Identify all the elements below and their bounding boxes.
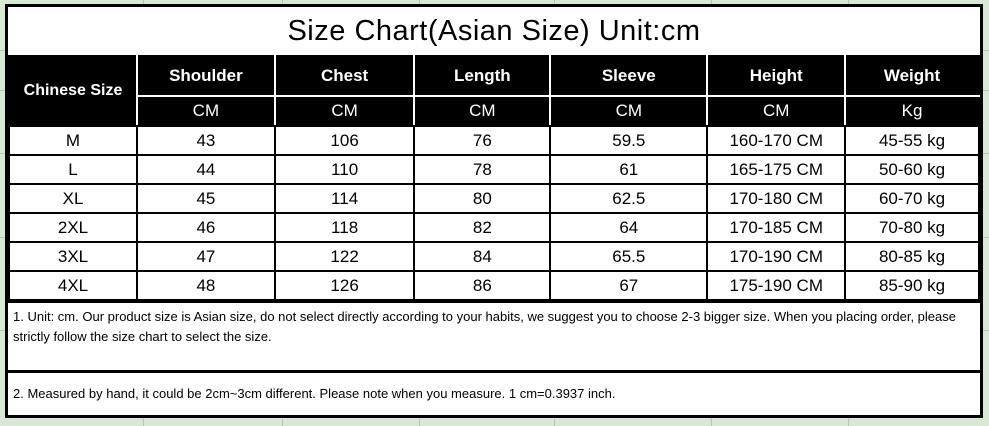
note-2-text: 2. Measured by hand, it could be 2cm~3cm different. Please note when you measure. 1 cm=0.3937 inch.	[13, 386, 616, 401]
cell: 50-60 kg	[845, 155, 979, 184]
table-row-3xl	[9, 242, 979, 271]
cell: 175-190 CM	[707, 271, 845, 300]
cell: XL	[9, 184, 137, 213]
cell: 47	[137, 242, 275, 271]
table-row-l	[9, 155, 979, 184]
table-row-2xl	[9, 213, 979, 242]
unit-length: CM	[414, 96, 550, 126]
unit-chest: CM	[275, 96, 415, 126]
header-chinese-size: Chinese Size	[9, 56, 137, 126]
cell: 44	[137, 155, 275, 184]
cell: L	[9, 155, 137, 184]
cell: 60-70 kg	[845, 184, 979, 213]
cell: 118	[275, 213, 415, 242]
table-header	[9, 56, 979, 126]
cell: 59.5	[550, 126, 707, 155]
cell: 76	[414, 126, 550, 155]
cell: 170-185 CM	[707, 213, 845, 242]
cell: 64	[550, 213, 707, 242]
cell: 80	[414, 184, 550, 213]
header-length: Length	[414, 56, 550, 96]
header-names-row	[9, 56, 979, 96]
cell: 45	[137, 184, 275, 213]
unit-height: CM	[707, 96, 845, 126]
unit-shoulder: CM	[137, 96, 275, 126]
cell: 43	[137, 126, 275, 155]
cell: 78	[414, 155, 550, 184]
unit-sleeve: CM	[550, 96, 707, 126]
cell: 110	[275, 155, 415, 184]
cell: 67	[550, 271, 707, 300]
cell: 45-55 kg	[845, 126, 979, 155]
header-shoulder: Shoulder	[137, 56, 275, 96]
header-weight: Weight	[845, 56, 979, 96]
header-sleeve: Sleeve	[550, 56, 707, 96]
cell: 3XL	[9, 242, 137, 271]
cell: 165-175 CM	[707, 155, 845, 184]
chart-title: Size Chart(Asian Size) Unit:cm	[8, 7, 980, 55]
cell: 114	[275, 184, 415, 213]
header-chest: Chest	[275, 56, 415, 96]
cell: 62.5	[550, 184, 707, 213]
cell: 170-190 CM	[707, 242, 845, 271]
cell: 80-85 kg	[845, 242, 979, 271]
cell: M	[9, 126, 137, 155]
table-body	[9, 126, 979, 300]
header-height: Height	[707, 56, 845, 96]
cell: 70-80 kg	[845, 213, 979, 242]
size-chart-table	[8, 55, 980, 301]
note-2	[8, 370, 980, 415]
cell: 122	[275, 242, 415, 271]
cell: 170-180 CM	[707, 184, 845, 213]
unit-weight: Kg	[845, 96, 979, 126]
cell: 48	[137, 271, 275, 300]
cell: 46	[137, 213, 275, 242]
cell: 84	[414, 242, 550, 271]
note-1: 1. Unit: cm. Our product size is Asian size, do not select directly according to your habits, we suggest you to choose 2-3 bigger size. When you placing order, please strictly follow the size chart to select the size.	[8, 301, 980, 370]
cell: 82	[414, 213, 550, 242]
cell: 106	[275, 126, 415, 155]
table-row-xl	[9, 184, 979, 213]
cell: 65.5	[550, 242, 707, 271]
cell: 160-170 CM	[707, 126, 845, 155]
table-row-m	[9, 126, 979, 155]
cell: 85-90 kg	[845, 271, 979, 300]
cell: 86	[414, 271, 550, 300]
table-row-4xl	[9, 271, 979, 300]
cell: 2XL	[9, 213, 137, 242]
cell: 61	[550, 155, 707, 184]
cell: 126	[275, 271, 415, 300]
size-chart-panel	[5, 4, 983, 418]
cell: 4XL	[9, 271, 137, 300]
header-units-row	[9, 96, 979, 126]
